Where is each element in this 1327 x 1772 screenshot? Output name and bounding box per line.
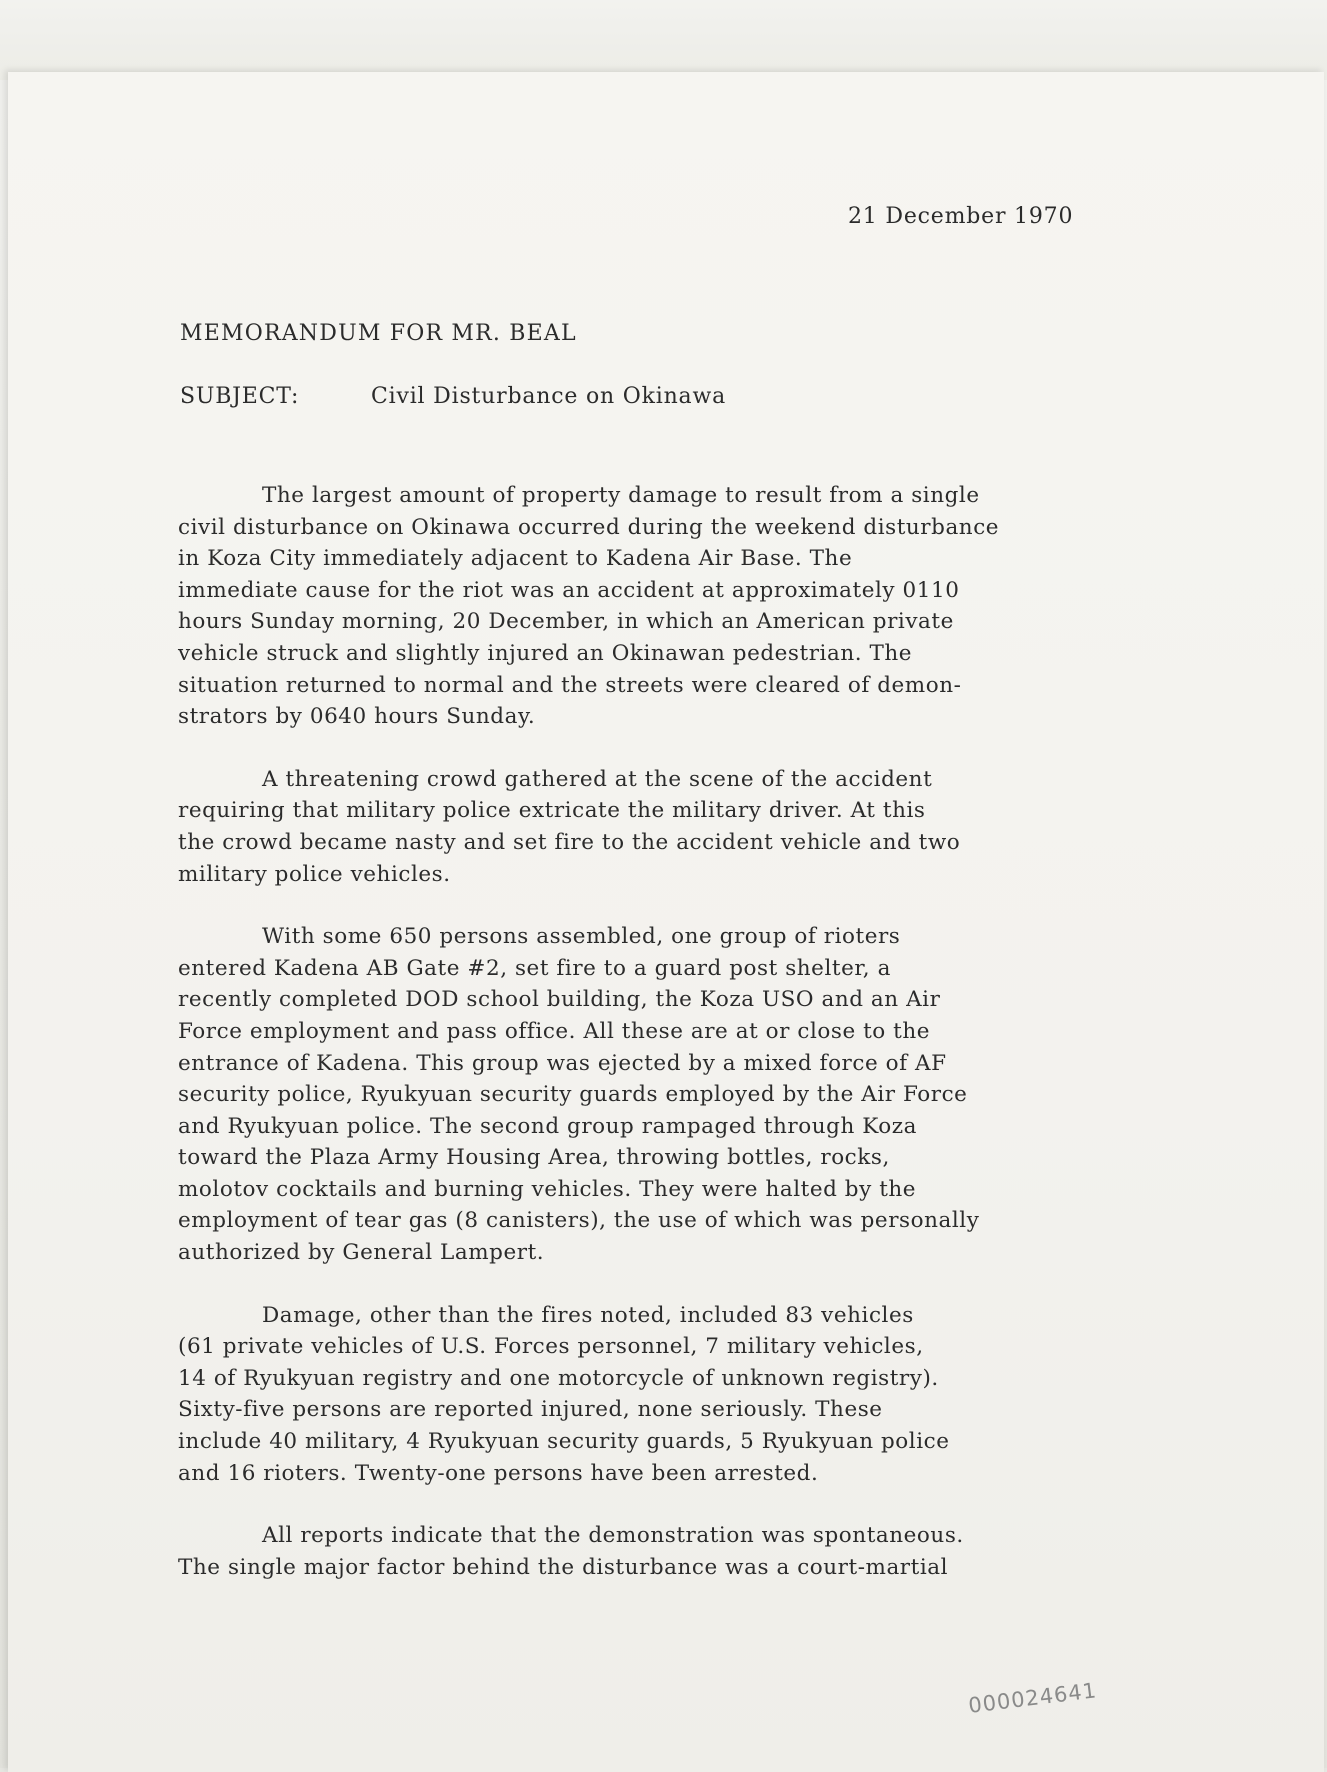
paragraph-line: Sixty-five persons are reported injured, none seriously. These <box>178 1397 883 1423</box>
paragraph-line: entrance of Kadena. This group was ejected by a mixed force of AF <box>178 1050 947 1076</box>
paragraph-line: immediate cause for the riot was an accident at approximately 0110 <box>178 577 960 603</box>
subject-label: SUBJECT: <box>180 384 300 409</box>
paragraph-line: military police vehicles. <box>178 861 451 887</box>
body-paragraph <box>178 1300 1178 1490</box>
paragraph-line: molotov cocktails and burning vehicles. They were halted by the <box>178 1176 917 1202</box>
paragraph-line: toward the Plaza Army Housing Area, throwing bottles, rocks, <box>178 1145 890 1171</box>
paragraph-line: All reports indicate that the demonstration was spontaneous. <box>262 1523 964 1549</box>
paragraph-line: The single major factor behind the disturbance was a court-martial <box>178 1554 949 1580</box>
paragraph-line: the crowd became nasty and set fire to the accident vehicle and two <box>178 829 961 855</box>
paragraph-line: requiring that military police extricate the military driver. At this <box>178 798 926 824</box>
body-paragraph <box>178 764 1178 890</box>
paragraph-line: Damage, other than the fires noted, included 83 vehicles <box>262 1302 914 1328</box>
handwritten-document-number: 000024641 <box>967 1678 1099 1718</box>
subject-text: Civil Disturbance on Okinawa <box>371 384 726 409</box>
paragraph-line: in Koza City immediately adjacent to Kadena Air Base. The <box>178 546 853 572</box>
paragraph-line: (61 private vehicles of U.S. Forces personnel, 7 military vehicles, <box>178 1334 924 1360</box>
paragraph-line: authorized by General Lampert. <box>178 1240 545 1266</box>
paragraph-line: The largest amount of property damage to result from a single <box>262 483 980 508</box>
paragraph-line: Force employment and pass office. All these are at or close to the <box>178 1018 931 1044</box>
memo-body <box>178 480 1178 1614</box>
paragraph-line: 14 of Ryukyuan registry and one motorcycle of unknown registry). <box>178 1365 939 1391</box>
paragraph-line: A threatening crowd gathered at the scene of the accident <box>262 766 933 792</box>
paragraph-line: vehicle struck and slightly injured an Okinawan pedestrian. The <box>178 640 913 666</box>
paragraph-line: entered Kadena AB Gate #2, set fire to a guard post shelter, a <box>178 955 891 981</box>
paragraph-line: civil disturbance on Okinawa occurred during the weekend disturbance <box>178 514 1000 540</box>
subject-line <box>180 384 726 409</box>
paragraph-line: hours Sunday morning, 20 December, in which an American private <box>178 609 954 635</box>
underlying-sheet-edge <box>0 0 1327 80</box>
body-paragraph <box>178 480 1178 733</box>
paragraph-line: recently completed DOD school building, the Koza USO and an Air <box>178 987 941 1013</box>
paragraph-line: and 16 rioters. Twenty-one persons have been arrested. <box>178 1460 819 1486</box>
body-paragraph <box>178 1520 1178 1583</box>
paragraph-line: strators by 0640 hours Sunday. <box>178 704 536 730</box>
paragraph-line: security police, Ryukyuan security guards employed by the Air Force <box>178 1082 968 1108</box>
body-paragraph <box>178 921 1178 1269</box>
memo-heading: MEMORANDUM FOR MR. BEAL <box>180 321 577 346</box>
memo-date: 21 December 1970 <box>848 204 1074 229</box>
paragraph-line: and Ryukyuan police. The second group rampaged through Koza <box>178 1113 918 1139</box>
paragraph-line: With some 650 persons assembled, one group of rioters <box>262 924 901 950</box>
paragraph-line: employment of tear gas (8 canisters), the use of which was personally <box>178 1208 980 1234</box>
paragraph-line: include 40 military, 4 Ryukyuan security guards, 5 Ryukyuan police <box>178 1429 950 1455</box>
paragraph-line: situation returned to normal and the streets were cleared of demon- <box>178 672 962 698</box>
